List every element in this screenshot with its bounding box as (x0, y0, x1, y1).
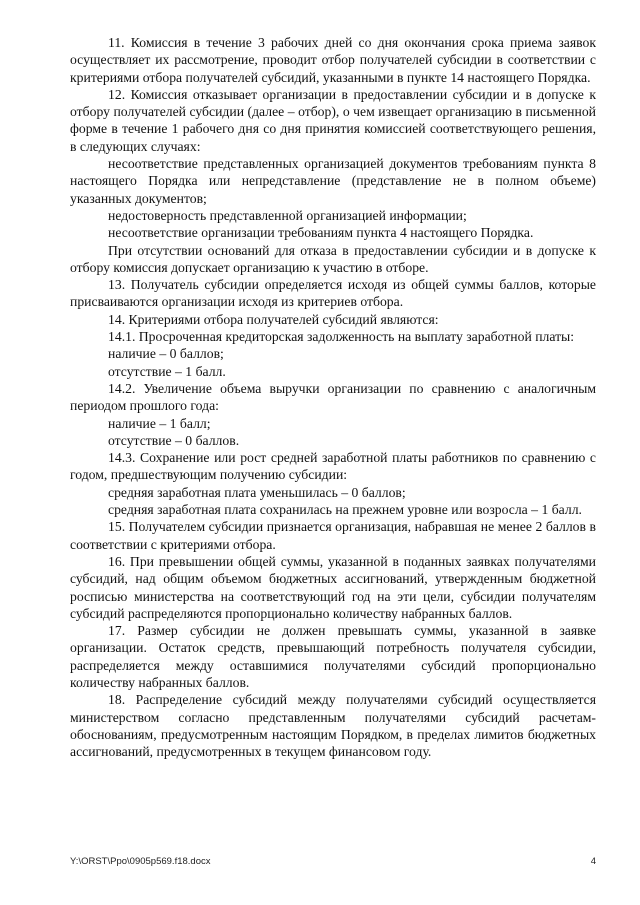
paragraph-18: 18. Распределение субсидий между получателями субсидий осуществляется министерством согласно представленным получателями субсидий расчетам-обоснованиям, предусмотренным настоящим Порядком, в пределах лимитов бюджетных ассигнований, предусмотренных в текущем финансовом году. (70, 692, 596, 760)
paragraph-14-1: 14.1. Просроченная кредиторская задолженность на выплату заработной платы: (108, 329, 575, 345)
paragraph-14-2-option-2: отсутствие – 0 баллов. (108, 432, 240, 448)
paragraph-14-2: 14.2. Увеличение объема выручки организации по сравнению с аналогичным периодом прошлого года: (70, 380, 596, 414)
paragraph-11: 11. Комиссия в течение 3 рабочих дней со дня окончания срока приема заявок осуществляет их рассмотрение, проводит отбор получателей субсидии в соответствии с критериями отбора получателей субсидий, указанными в пункте 14 настоящего Порядка. (70, 35, 596, 85)
paragraph-14-3-option-1: средняя заработная плата уменьшилась – 0 баллов; (108, 484, 406, 500)
paragraph-14: 14. Критериями отбора получателей субсидий являются: (108, 311, 439, 327)
paragraph-14-1-option-2: отсутствие – 1 балл. (108, 363, 226, 379)
paragraph-14-1-option-1: наличие – 0 баллов; (108, 346, 224, 362)
paragraph-12-case-3: несоответствие организации требованиям пункта 4 настоящего Порядка. (108, 225, 534, 241)
paragraph-17: 17. Размер субсидии не должен превышать суммы, указанной в заявке организации. Остаток средств, превышающий потребность получателя субсидии, распределяется между оставшимися получателями субсидий пропорционально количеству набранных баллов. (70, 623, 596, 690)
paragraph-14-3-option-2: средняя заработная плата сохранилась на прежнем уровне или возросла – 1 балл. (108, 502, 582, 518)
paragraph-12-case-1: несоответствие представленных организацией документов требованиям пункта 8 настоящего Порядка или непредставление (представление не в полном объеме) указанных документов; (70, 156, 596, 206)
paragraph-13: 13. Получатель субсидии определяется исходя из общей суммы баллов, которые присваиваются организации исходя из критериев отбора. (70, 277, 596, 310)
document-body (70, 34, 596, 760)
page-number: 4 (590, 856, 596, 867)
paragraph-16: 16. При превышении общей суммы, указанной в поданных заявках получателями субсидий, над общим объемом бюджетных ассигнований, утвержденным бюджетной росписью министерства на соответствующий год на эти цели, субсидии получателям субсидий распределяются пропорционально количеству набранных баллов. (70, 553, 596, 621)
paragraph-12-admission: При отсутствии оснований для отказа в предоставлении субсидии и в допуске к отбору комиссия допускает организацию к участию в отборе. (70, 242, 596, 275)
paragraph-12-case-2: недостоверность представленной организацией информации; (108, 207, 467, 223)
paragraph-14-2-option-1: наличие – 1 балл; (108, 415, 211, 431)
file-path: Y:\ORST\Ppo\0905p569.f18.docx (70, 856, 211, 867)
paragraph-14-3: 14.3. Сохранение или рост средней заработной платы работников по сравнению с годом, предшествующим получению субсидии: (70, 450, 596, 483)
page-footer (70, 856, 596, 867)
paragraph-15: 15. Получателем субсидии признается организация, набравшая не менее 2 баллов в соответствии с критериями отбора. (70, 519, 596, 552)
paragraph-12: 12. Комиссия отказывает организации в предоставлении субсидии и в допуске к отбору получателей субсидии (далее – отбор), о чем извещает организацию в письменной форме в течение 1 рабочего дня со дня принятия комиссией соответствующего решения, в следующих случаях: (70, 86, 596, 154)
